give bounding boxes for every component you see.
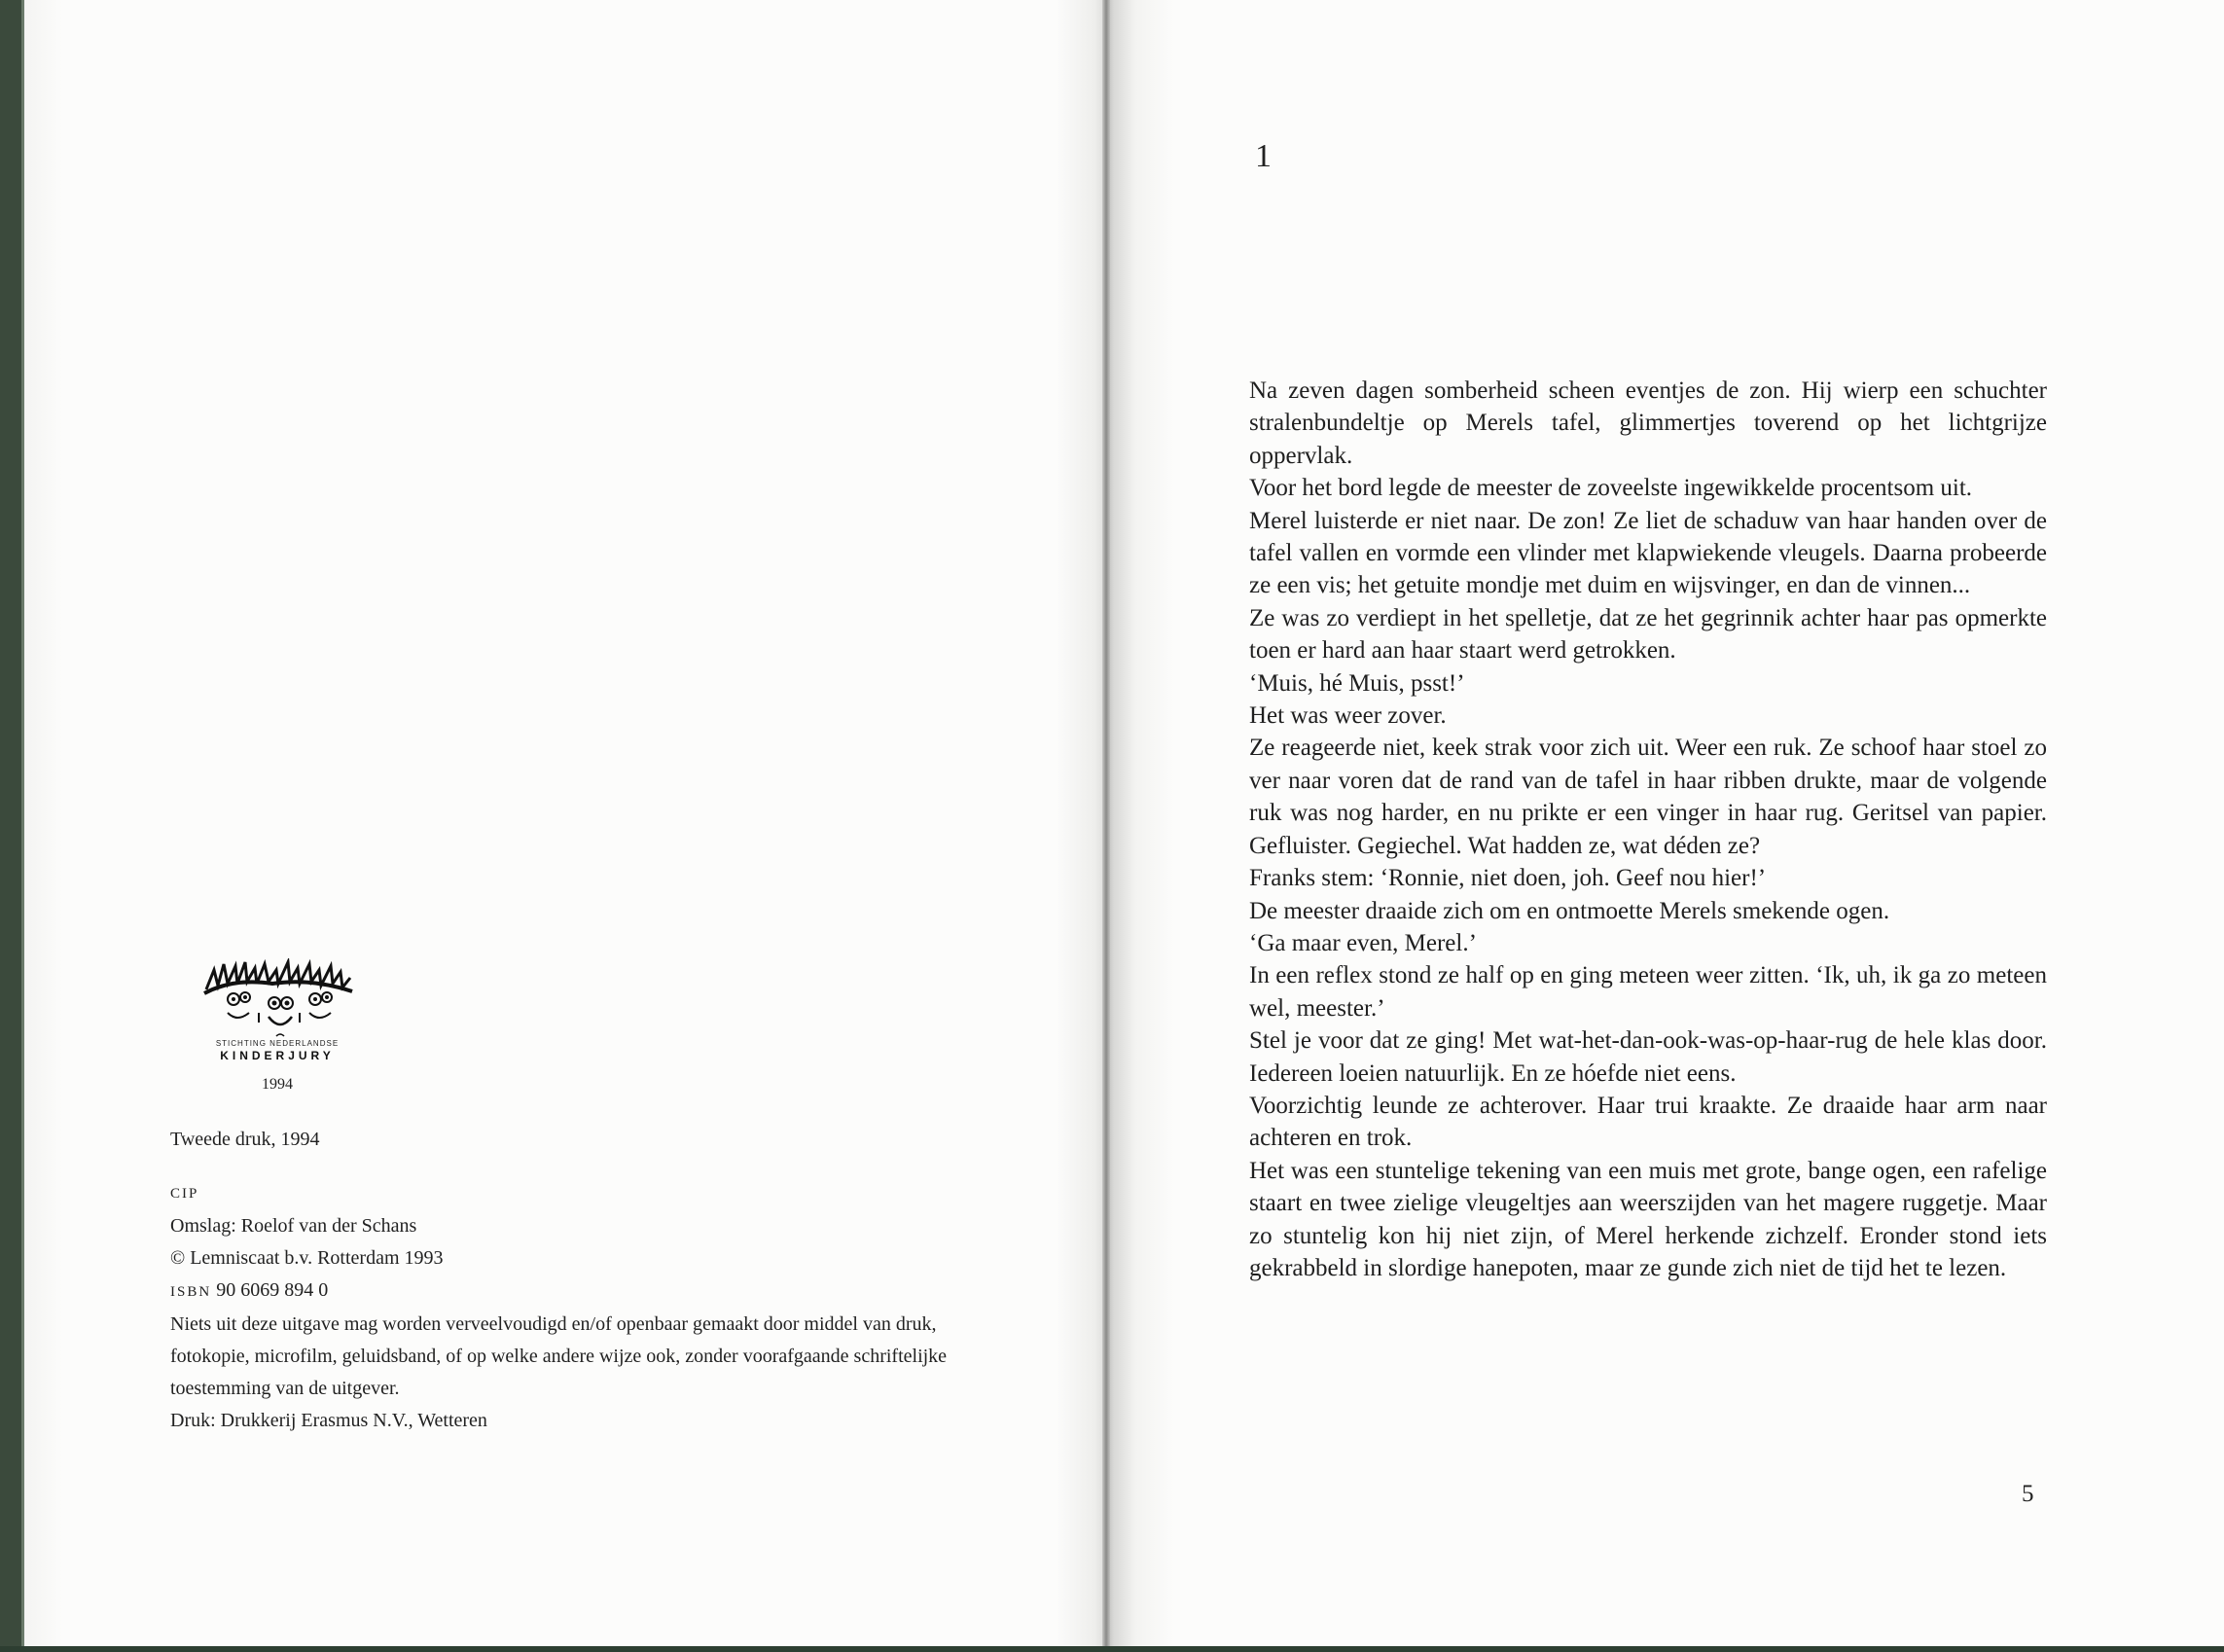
printer-line: Druk: Drukkerij Erasmus N.V., Wetteren bbox=[170, 1410, 487, 1431]
chapter-number: 1 bbox=[1255, 138, 1272, 174]
page-number: 5 bbox=[2022, 1481, 2034, 1507]
kinderjury-logo bbox=[195, 958, 360, 1085]
rights-notice: Niets uit deze uitgave mag worden verveelvoudigd en/of openbaar gemaakt door middel van druk, fotokopie, microfilm, geluidsband, of op welke andere wijze ook, zonder voorafgaande schriftelijke toestemming van de uitgever. bbox=[170, 1313, 948, 1399]
paragraph: Stel je voor dat ze ging! Met wat-het-dan-ook-was-op-haar-rug de hele klas door. Iedereen loeien natuurlijk. En ze hóefde niet eens. bbox=[1249, 1027, 2047, 1087]
paragraph: Na zeven dagen somberheid scheen eventjes de zon. Hij wierp een schuchter stralenbundeltje op Merels tafel, glimmertjes toverend op het lichtgrijze oppervlak. bbox=[1249, 377, 2047, 469]
isbn-number: 90 6069 894 0 bbox=[216, 1279, 329, 1301]
cover-credit: Omslag: Roelof van der Schans bbox=[170, 1215, 417, 1237]
book-gutter bbox=[1102, 0, 1110, 1652]
paragraph: Ze reageerde niet, keek strak voor zich uit. Weer een ruk. Ze schoof haar stoel zo ver naar voren dat de rand van de tafel in haar ribben drukte, maar de volgende ruk was nog harder, en nu prikte er een vinger in haar rug. Geritsel van papier. Gefluister. Gegiechel. Wat hadden ze, wat déden ze? bbox=[1249, 735, 2047, 859]
paragraph: Voor het bord legde de meester de zoveelste ingewikkelde procentsom uit. bbox=[1249, 475, 1973, 502]
paragraph: In een reflex stond ze half op en ging meteen weer zitten. ‘Ik, uh, ik ga zo meteen wel, meester.’ bbox=[1249, 962, 2047, 1022]
paragraph: ‘Ga maar even, Merel.’ bbox=[1249, 929, 1477, 956]
isbn-line bbox=[170, 1275, 1007, 1309]
logo-name: KINDERJURY bbox=[220, 1049, 335, 1062]
isbn-label: ISBN bbox=[170, 1284, 212, 1300]
paragraph: ‘Muis, hé Muis, psst!’ bbox=[1249, 669, 1465, 697]
chapter-body bbox=[1249, 375, 2047, 1284]
paragraph: Merel luisterde er niet naar. De zon! Ze liet de schaduw van haar handen over de tafel vallen en vormde een vlinder met klapwiekende vleugels. Daarna probeerde ze een vis; het getuite mondje met duim en wijsvinger, en dan de vinnen... bbox=[1249, 507, 2047, 599]
paragraph: Franks stem: ‘Ronnie, niet doen, joh. Geef nou hier!’ bbox=[1249, 865, 1767, 892]
edition-line: Tweede druk, 1994 bbox=[170, 1129, 320, 1150]
paragraph: Het was weer zover. bbox=[1249, 702, 1447, 730]
book-cover-edge bbox=[0, 1646, 2224, 1652]
cip-line: CIP bbox=[170, 1186, 199, 1202]
paragraph: Het was een stuntelige tekening van een muis met grote, bange ogen, een rafelige staart en twee zielige vleugeltjes aan weerszijden van het magere ruggetje. Maar zo stuntelig kon hij niet zijn, of Merel herkende zichzelf. Eronder stond iets gekrabbeld in slordige hanepoten, maar ze gunde zich niet de tijd het te lezen. bbox=[1249, 1157, 2047, 1281]
kinderjury-faces-icon bbox=[195, 958, 360, 1041]
logo-subtitle: STICHTING NEDERLANDSE bbox=[215, 1039, 340, 1048]
paragraph: De meester draaide zich om en ontmoette Merels smekende ogen. bbox=[1249, 897, 1890, 924]
paragraph: Voorzichtig leunde ze achterover. Haar trui kraakte. Ze draaide haar arm naar achteren en trok. bbox=[1249, 1092, 2047, 1152]
colophon bbox=[170, 1124, 1007, 1437]
paragraph: Ze was zo verdiept in het spelletje, dat ze het gegrinnik achter haar pas opmerkte toen er hard aan haar staart werd getrokken. bbox=[1249, 604, 2047, 664]
copyright-line: © Lemniscaat b.v. Rotterdam 1993 bbox=[170, 1247, 444, 1269]
logo-year: 1994 bbox=[262, 1076, 293, 1093]
